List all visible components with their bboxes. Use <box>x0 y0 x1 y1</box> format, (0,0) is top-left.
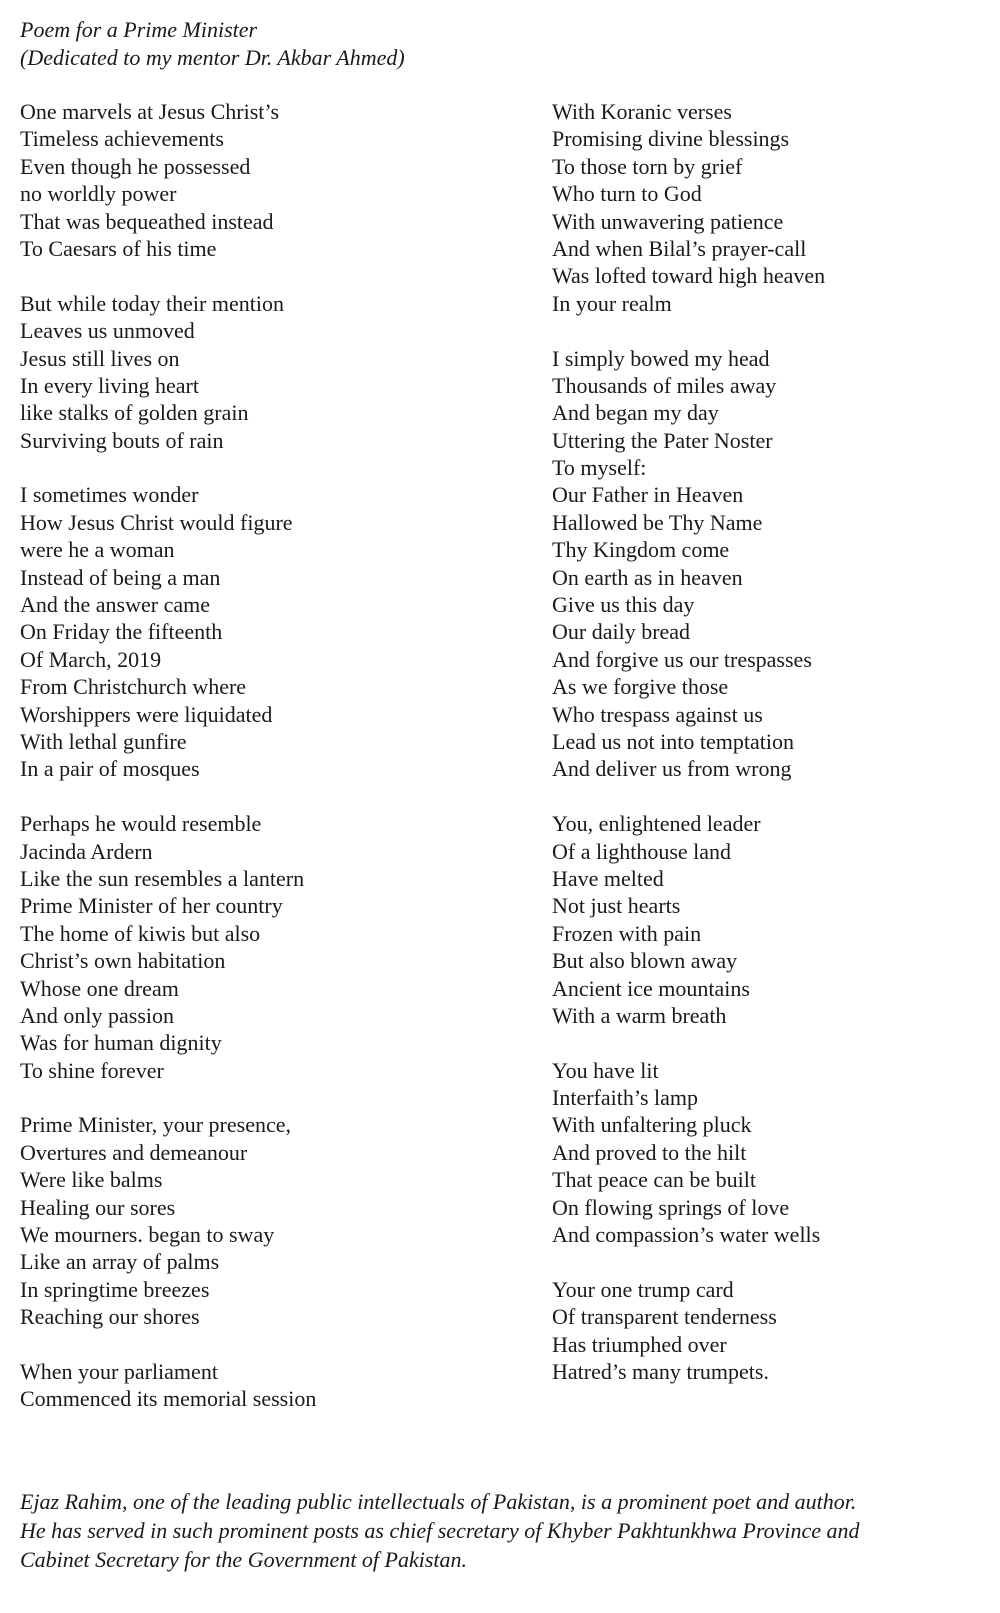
poem-line: When your parliament <box>20 1358 218 1384</box>
poem-line: And only passion <box>20 1002 174 1028</box>
poem-line: Who trespass against us <box>552 701 763 727</box>
poem-line: And deliver us from wrong <box>552 756 792 782</box>
stanza <box>20 481 520 782</box>
poem-title: Poem for a Prime Minister <box>20 17 258 42</box>
poem-line: Perhaps he would resemble <box>20 811 262 837</box>
poem-line: And began my day <box>552 400 719 426</box>
poem-line: Instead of being a man <box>20 564 221 590</box>
poem-line: Were like balms <box>20 1167 163 1193</box>
stanza <box>552 98 992 317</box>
poem-line: We mourners. began to sway <box>20 1222 275 1248</box>
poem-line: Timeless achievements <box>20 126 224 152</box>
poem-line: Thy Kingdom come <box>552 537 730 563</box>
poem-line: Like an array of palms <box>20 1249 220 1275</box>
stanza <box>552 1276 992 1386</box>
poem-line: With lethal gunfire <box>20 728 187 754</box>
poem-line: Who turn to God <box>552 181 702 207</box>
stanza <box>552 345 992 783</box>
poem-line: With Koranic verses <box>552 99 732 124</box>
poem-line: Surviving bouts of rain <box>20 427 224 453</box>
poem-line: Of transparent tenderness <box>552 1304 777 1330</box>
poem-line: Was for human dignity <box>20 1030 222 1056</box>
poem-line: Promising divine blessings <box>552 126 790 152</box>
poem-line: Overtures and demeanour <box>20 1139 248 1165</box>
poem-line: no worldly power <box>20 181 177 207</box>
poem-line: In springtime breezes <box>20 1276 210 1302</box>
poem-line: To Caesars of his time <box>20 235 217 261</box>
poem-line: Christ’s own habitation <box>20 948 226 974</box>
poem-line: Our daily bread <box>552 619 691 645</box>
poem-line: Leaves us unmoved <box>20 318 195 344</box>
poem-line: With unfaltering pluck <box>552 1112 752 1138</box>
poem-line: Thousands of miles away <box>552 372 777 398</box>
right-column <box>552 98 992 1413</box>
poem-line: Lead us not into temptation <box>552 728 794 754</box>
stanza <box>552 1057 992 1249</box>
poem-line: Your one trump card <box>552 1276 734 1302</box>
poem-line: Worshippers were liquidated <box>20 701 273 727</box>
poem-line: That peace can be built <box>552 1167 757 1193</box>
poem-line: In every living heart <box>20 372 199 398</box>
author-bio <box>20 1487 990 1574</box>
poem-line: Whose one dream <box>20 975 179 1001</box>
poem-line: The home of kiwis but also <box>20 920 261 946</box>
poem-line: Have melted <box>552 865 664 891</box>
poem-line: Interfaith’s lamp <box>552 1085 699 1111</box>
poem-line: To those torn by grief <box>552 153 743 179</box>
poem-line: From Christchurch where <box>20 674 247 700</box>
poem-line: were he a woman <box>20 537 175 563</box>
poem-line: I simply bowed my head <box>552 345 770 371</box>
poem-line: As we forgive those <box>552 674 729 700</box>
stanza <box>20 1111 520 1330</box>
poem-line: Like the sun resembles a lantern <box>20 865 305 891</box>
poem-line: Frozen with pain <box>552 920 702 946</box>
stanza <box>552 810 992 1029</box>
poem-line: Ancient ice mountains <box>552 975 750 1001</box>
poem-line: like stalks of golden grain <box>20 400 249 426</box>
poem-line: To shine forever <box>20 1057 164 1083</box>
poem-line: Hallowed be Thy Name <box>552 509 763 535</box>
poem-line: On earth as in heaven <box>552 564 743 590</box>
poem-line: Commenced its memorial session <box>20 1386 317 1412</box>
poem-line: One marvels at Jesus Christ’s <box>20 99 280 124</box>
poem-line: Has triumphed over <box>552 1331 727 1357</box>
poem-line: And when Bilal’s prayer-call <box>552 235 807 261</box>
poem-line: Of March, 2019 <box>20 646 162 672</box>
poem-line: Prime Minister of her country <box>20 893 283 919</box>
poem-line: Not just hearts <box>552 893 681 919</box>
poem-line: Of a lighthouse land <box>552 838 732 864</box>
poem-line: But also blown away <box>552 948 738 974</box>
poem-line: In a pair of mosques <box>20 756 200 782</box>
poem-line: You have lit <box>552 1057 659 1083</box>
poem-line: Prime Minister, your presence, <box>20 1112 291 1138</box>
poem-line: You, enlightened leader <box>552 811 761 837</box>
bio-line: Cabinet Secretary for the Government of Pakistan. <box>20 1547 468 1572</box>
left-column <box>20 98 520 1440</box>
poem-line: With a warm breath <box>552 1002 727 1028</box>
poem-line: Was lofted toward high heaven <box>552 263 826 289</box>
poem-line: Uttering the Pater Noster <box>552 427 773 453</box>
poem-line: Even though he possessed <box>20 153 251 179</box>
poem-line: I sometimes wonder <box>20 482 199 508</box>
poem-line: To myself: <box>552 455 647 481</box>
poem-header <box>20 16 405 72</box>
poem-line: And proved to the hilt <box>552 1139 747 1165</box>
poem-line: Our Father in Heaven <box>552 482 744 508</box>
poem-line: And forgive us our trespasses <box>552 646 812 672</box>
poem-dedication: (Dedicated to my mentor Dr. Akbar Ahmed) <box>20 45 405 70</box>
poem-line: On flowing springs of love <box>552 1194 790 1220</box>
stanza <box>20 98 520 262</box>
poem-line: That was bequeathed instead <box>20 208 274 234</box>
poem-line: Reaching our shores <box>20 1304 200 1330</box>
bio-line: He has served in such prominent posts as chief secretary of Khyber Pakhtunkhwa Province and <box>20 1518 860 1543</box>
poem-line: How Jesus Christ would figure <box>20 509 293 535</box>
stanza <box>20 290 520 454</box>
bio-line: Ejaz Rahim, one of the leading public intellectuals of Pakistan, is a prominent poet and author. <box>20 1489 857 1514</box>
poem-line: Hatred’s many trumpets. <box>552 1358 769 1384</box>
poem-line: Jesus still lives on <box>20 345 180 371</box>
poem-line: Give us this day <box>552 592 695 618</box>
poem-line: With unwavering patience <box>552 208 784 234</box>
poem-line: But while today their mention <box>20 290 284 316</box>
poem-line: Jacinda Ardern <box>20 838 153 864</box>
poem-line: In your realm <box>552 290 672 316</box>
poem-line: And compassion’s water wells <box>552 1222 821 1248</box>
poem-line: And the answer came <box>20 592 210 618</box>
stanza <box>20 810 520 1084</box>
stanza <box>20 1358 520 1413</box>
poem-line: Healing our sores <box>20 1194 176 1220</box>
poem-line: On Friday the fifteenth <box>20 619 223 645</box>
